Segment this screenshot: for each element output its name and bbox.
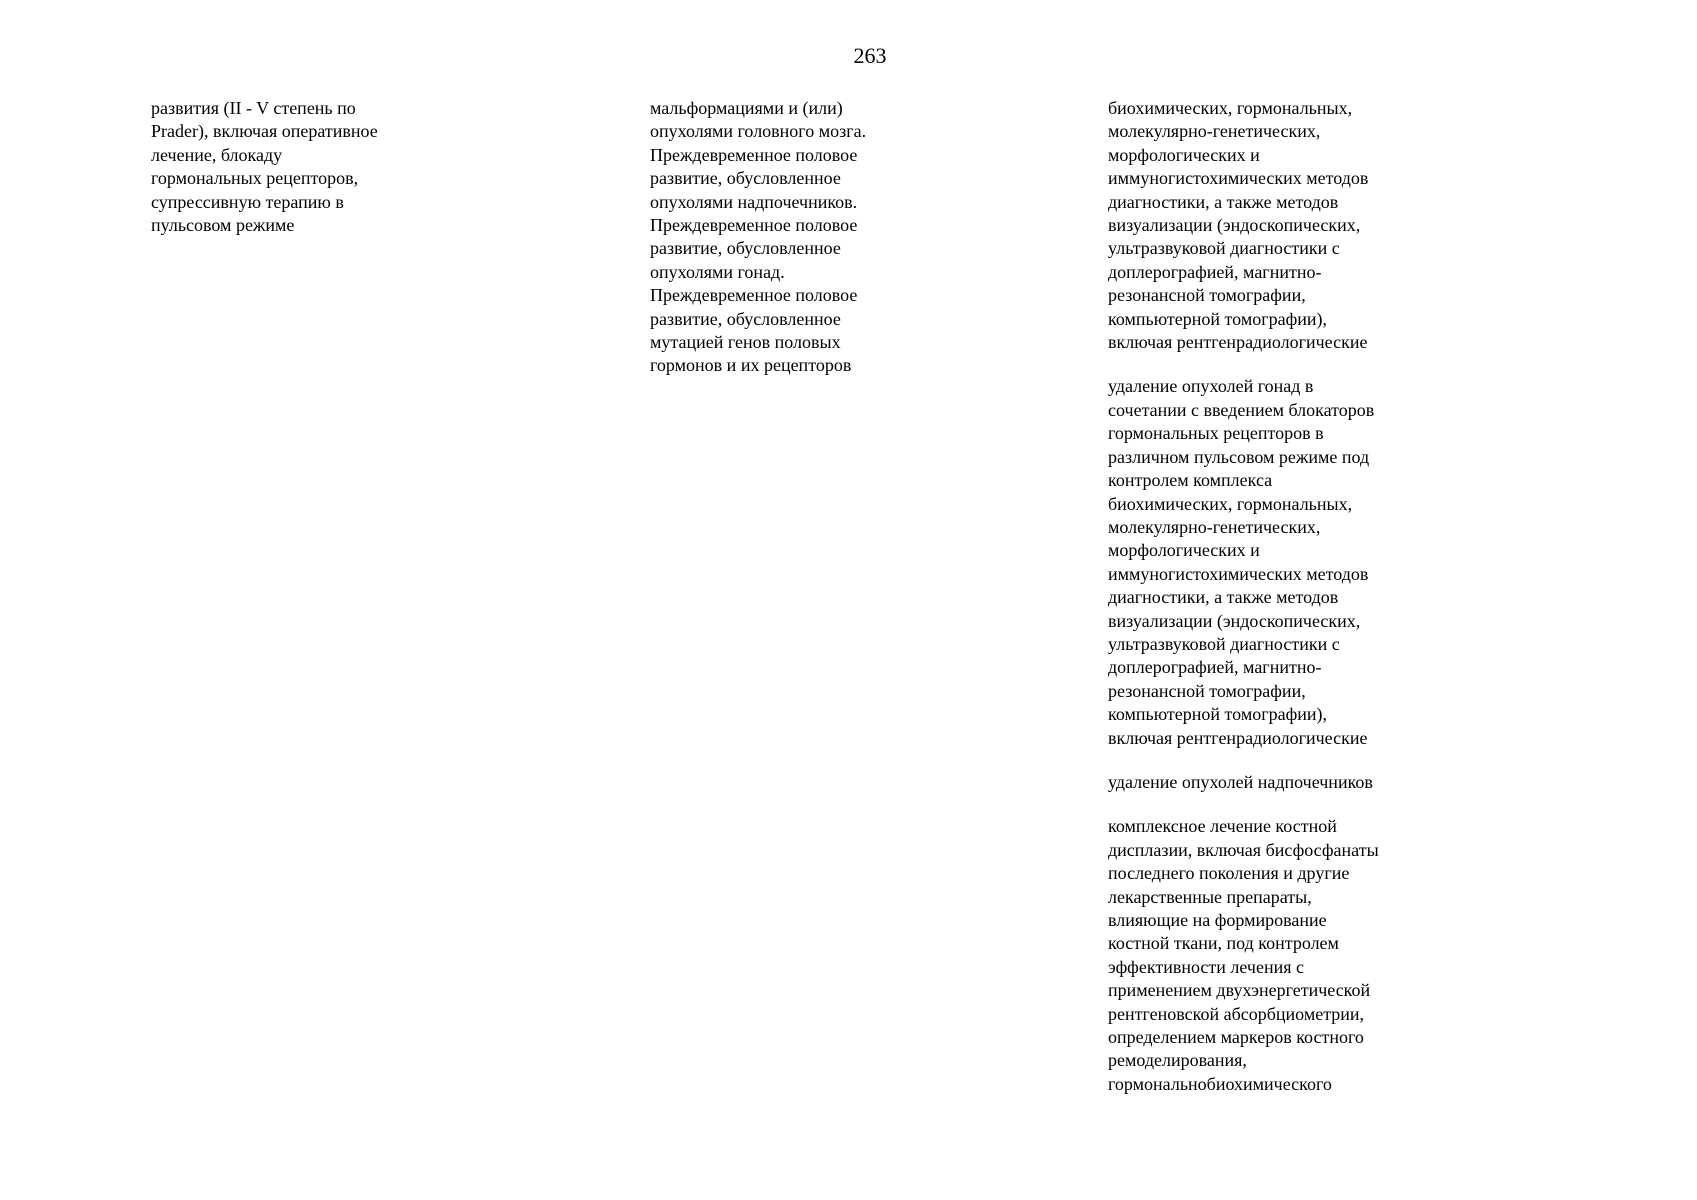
text-line: развитие, обусловленное — [650, 238, 841, 259]
text-line: биохимических, гормональных, — [1108, 493, 1353, 514]
text-line: опухолями надпочечников. — [650, 191, 858, 212]
text-line: дисплазии, включая бисфосфанаты — [1108, 839, 1379, 860]
text-line: морфологических и — [1108, 144, 1260, 165]
text-line: визуализации (эндоскопических, — [1108, 610, 1361, 631]
text-line: опухолями гонад. — [650, 261, 785, 282]
text-line: развития (II - V степень по — [151, 98, 356, 118]
text-line: резонансной томографии, — [1108, 285, 1306, 306]
text-line: применением двухэнергетической — [1108, 980, 1371, 1001]
paragraph — [1108, 375, 1379, 750]
column-1 — [151, 97, 378, 237]
text-line: ремоделирования, — [1108, 1050, 1247, 1071]
paragraph — [1108, 815, 1379, 1096]
text-line: иммуногистохимических методов — [1108, 563, 1369, 584]
text-line: сочетании с введением блокаторов — [1108, 399, 1375, 420]
text-line: удаление опухолей гонад в — [1108, 376, 1314, 397]
text-line: костной ткани, под контролем — [1108, 933, 1339, 954]
text-line: развитие, обусловленное — [650, 308, 841, 329]
text-line: лекарственные препараты, — [1108, 886, 1312, 907]
text-line: определением маркеров костного — [1108, 1027, 1364, 1048]
text-line: диагностики, а также методов — [1108, 191, 1339, 212]
text-line: ультразвуковой диагностики с — [1108, 633, 1340, 654]
text-line: Prader), включая оперативное — [151, 121, 378, 142]
text-line: иммуногистохимических методов — [1108, 168, 1369, 189]
text-line: ультразвуковой диагностики с — [1108, 238, 1340, 259]
text-line: развитие, обусловленное — [650, 168, 841, 189]
paragraph — [650, 97, 866, 378]
text-line: биохимических, гормональных, — [1108, 98, 1353, 118]
text-line: гормональных рецепторов в — [1108, 423, 1324, 444]
paragraph — [1108, 771, 1379, 794]
paragraph — [151, 97, 378, 237]
text-line: гормональнобиохимического — [1108, 1073, 1332, 1094]
text-line: удаление опухолей надпочечников — [1108, 771, 1373, 792]
text-line: рентгеновской абсорбциометрии, — [1108, 1003, 1365, 1024]
text-line: различном пульсовом режиме под — [1108, 446, 1370, 467]
text-line: влияющие на формирование — [1108, 910, 1327, 930]
text-line: молекулярно-генетических, — [1108, 121, 1321, 142]
column-3 — [1108, 97, 1379, 1096]
paragraph — [1108, 97, 1379, 354]
column-2 — [650, 97, 866, 378]
text-line: опухолями головного мозга. — [650, 121, 867, 142]
text-line: включая рентгенрадиологические — [1108, 332, 1368, 353]
text-line: пульсовом режиме — [151, 215, 295, 236]
text-line: доплерографией, магнитно- — [1108, 657, 1322, 678]
text-line: резонансной томографии, — [1108, 680, 1306, 701]
text-line: доплерографией, магнитно- — [1108, 261, 1322, 282]
text-line: компьютерной томографии), — [1108, 308, 1328, 329]
text-line: Преждевременное половое — [650, 215, 858, 236]
text-line: морфологических и — [1108, 540, 1260, 561]
text-line: Преждевременное половое — [650, 144, 858, 165]
text-line: Преждевременное половое — [650, 285, 858, 306]
text-line: включая рентгенрадиологические — [1108, 727, 1368, 748]
text-line: компьютерной томографии), — [1108, 704, 1328, 725]
text-line: контролем комплекса — [1108, 470, 1273, 491]
text-line: диагностики, а также методов — [1108, 587, 1339, 608]
text-line: мутацией генов половых — [650, 332, 841, 353]
text-line: последнего поколения и другие — [1108, 863, 1350, 884]
text-line: мальформациями и (или) — [650, 98, 843, 118]
text-line: супрессивную терапию в — [151, 191, 344, 212]
text-line: комплексное лечение костной — [1108, 816, 1337, 837]
text-line: гормонов и их рецепторов — [650, 355, 852, 376]
page-number: 263 — [853, 43, 887, 68]
text-line: визуализации (эндоскопических, — [1108, 215, 1361, 236]
text-line: молекулярно-генетических, — [1108, 516, 1321, 537]
text-line: гормональных рецепторов, — [151, 168, 359, 189]
text-line: лечение, блокаду — [151, 144, 283, 165]
text-line: эффективности лечения с — [1108, 956, 1305, 977]
